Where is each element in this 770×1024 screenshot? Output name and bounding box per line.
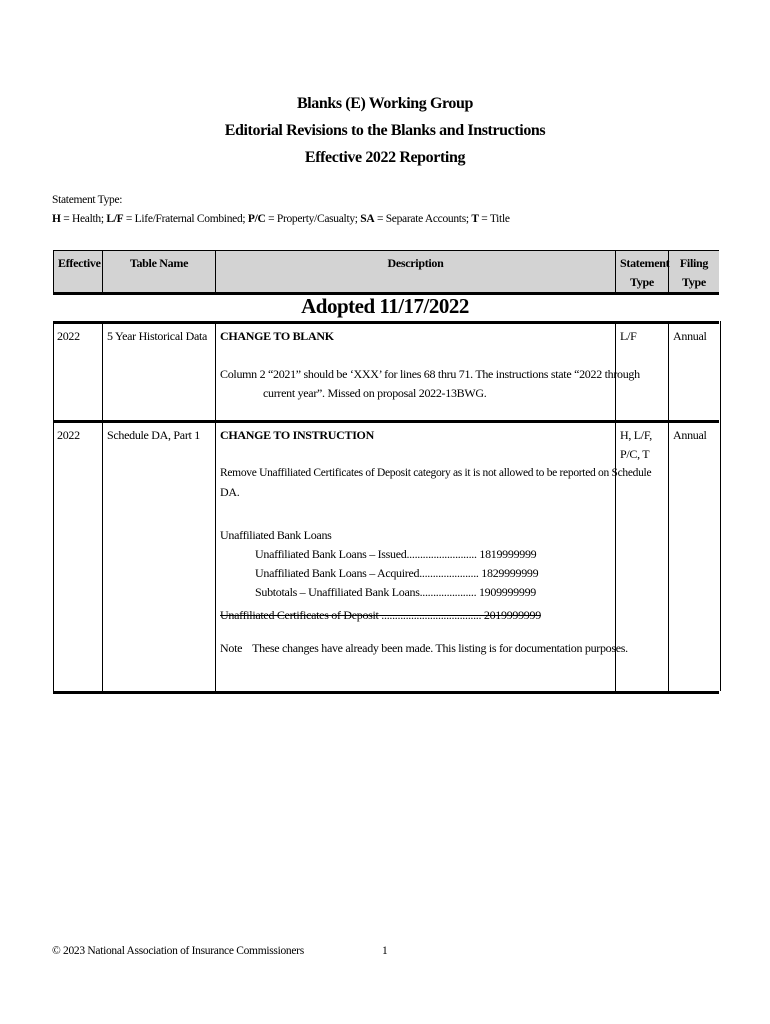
row2-note-text: These changes have already been made. This listing is for documentation purposes. [252,641,628,655]
legend-key-sa: SA [360,213,375,225]
row2-desc-line1: Remove Unaffiliated Certificates of Deposit category as it is not allowed to be reported on Schedule [220,467,652,479]
row1-table-name: 5 Year Historical Data [102,324,215,422]
col-header-statement-type [615,251,668,292]
row2-note-label: Note [220,641,243,655]
legend-val-h: = Health; [60,213,107,225]
row1-desc-line2: current year”. Missed on proposal 2022-13BWG. [263,386,487,400]
legend-key-t: T [471,213,479,225]
footer-copyright: © 2023 National Association of Insurance Commissioners [52,945,304,957]
col-header-table-name: Table Name [102,251,215,292]
col-header-statement-type-line2: Type [630,275,654,289]
legend-val-t: = Title [478,213,510,225]
row1-statement-type: L/F [615,324,668,422]
col-header-filing-type-line2: Type [682,275,706,289]
row2-desc-line2: DA. [220,485,240,499]
statement-type-label: Statement Type: [52,194,123,206]
col-header-filing-type [668,251,719,292]
footer-page-number: 1 [382,945,388,957]
row2-statement-type-line2: P/C, T [620,447,650,461]
row1-change-heading: CHANGE TO BLANK [220,329,334,343]
legend-key-h: H [52,213,61,225]
row2-filing-type: Annual [668,423,719,691]
doc-title-line2: Editorial Revisions to the Blanks and Instructions [224,122,546,139]
row1-desc-line1: Column 2 “2021” should be ‘XXX’ for lines 68 thru 71. The instructions state “2022 through [220,367,640,381]
legend-key-lf: L/F [106,213,124,225]
row2-struck-item: Unaffiliated Certificates of Deposit ..................................... 2019999999 [220,608,541,622]
legend-key-pc: P/C [247,213,266,225]
col-header-filing-type-line1: Filing [679,256,709,270]
doc-title-line3: Effective 2022 Reporting [304,149,466,166]
table-frame [53,321,721,691]
row2-item: Unaffiliated Bank Loans – Issued.......................... 1819999999 [255,547,537,561]
col-header-statement-type-line1: Statement [620,256,670,270]
legend-val-lf: = Life/Fraternal Combined; [123,213,248,225]
table-header [53,250,719,295]
row2-statement-type-line1: H, L/F, [620,428,652,442]
doc-title-line1: Blanks (E) Working Group [296,95,474,112]
legend-val-pc: = Property/Casualty; [265,213,361,225]
legend-val-sa: = Separate Accounts; [374,213,472,225]
row2-sub-heading: Unaffiliated Bank Loans [220,528,332,542]
row2-item: Unaffiliated Bank Loans – Acquired...................... 1829999999 [255,566,539,580]
row2-table-name: Schedule DA, Part 1 [102,423,215,691]
row2-item: Subtotals – Unaffiliated Bank Loans..................... 1909999999 [255,585,536,599]
row1-filing-type: Annual [668,324,719,422]
adopted-heading: Adopted 11/17/2022 [301,294,469,318]
row2-effective: 2022 [57,428,80,442]
col-header-description: Description [215,251,615,292]
row1-effective: 2022 [57,329,80,343]
statement-type-legend [52,213,510,225]
row2-change-heading: CHANGE TO INSTRUCTION [220,428,374,442]
col-header-effective: Effective [53,251,102,292]
